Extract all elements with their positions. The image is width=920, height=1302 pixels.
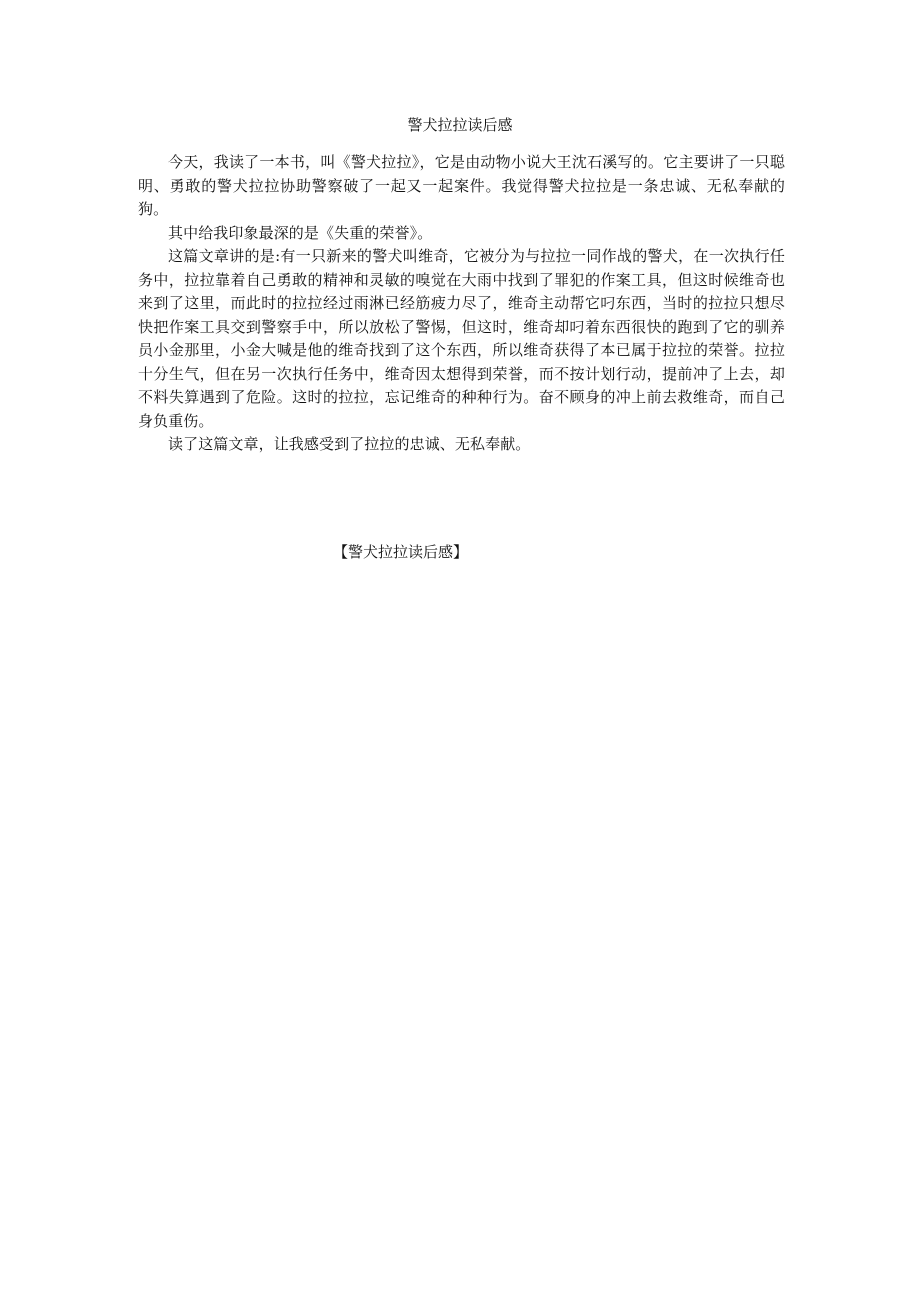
paragraph-impression: 其中给我印象最深的是《失重的荣誉》。 bbox=[168, 223, 433, 242]
paragraph-intro: 今天，我读了一本书，叫《警犬拉拉》，它是由动物小说大王沈石溪写的。它主要讲了一只聪明、勇敢的警犬拉拉协助警察破了一起又一起案件。我觉得警犬拉拉是一条忠诚、无私奉献的狗。 bbox=[138, 153, 785, 218]
paragraph-story: 这篇文章讲的是:有一只新来的警犬叫维奇，它被分为与拉拉一同作战的警犬，在一次执行任务中，拉拉靠着自己勇敢的精神和灵敏的嗅觉在大雨中找到了罪犯的作案工具，但这时候维奇也来到了这里，而此时的拉拉经过雨淋已经筋疲力尽了，维奇主动帮它叼东西，当时的拉拉只想尽快把作案工具交到警察手中，所以放松了警惕，但这时，维奇却叼着东西很快的跑到了它的驯养员小金那里，小金大喊是他的维奇找到了这个东西，所以维奇获得了本已属于拉拉的荣誉。拉拉十分生气，但在另一次执行任务中，维奇因太想得到荣誉，而不按计划行动，提前冲了上去，却不料失算遇到了危险。这时的拉拉，忘记维奇的种种行为。奋不顾身的冲上前去救维奇，而自己身负重伤。 bbox=[138, 247, 785, 430]
footer-title: 【警犬拉拉读后感】 bbox=[333, 543, 469, 561]
paragraph-conclusion: 读了这篇文章，让我感受到了拉拉的忠诚、无私奉献。 bbox=[168, 435, 531, 453]
document-body bbox=[138, 151, 785, 457]
document-title: 警犬拉拉读后感 bbox=[407, 116, 513, 134]
